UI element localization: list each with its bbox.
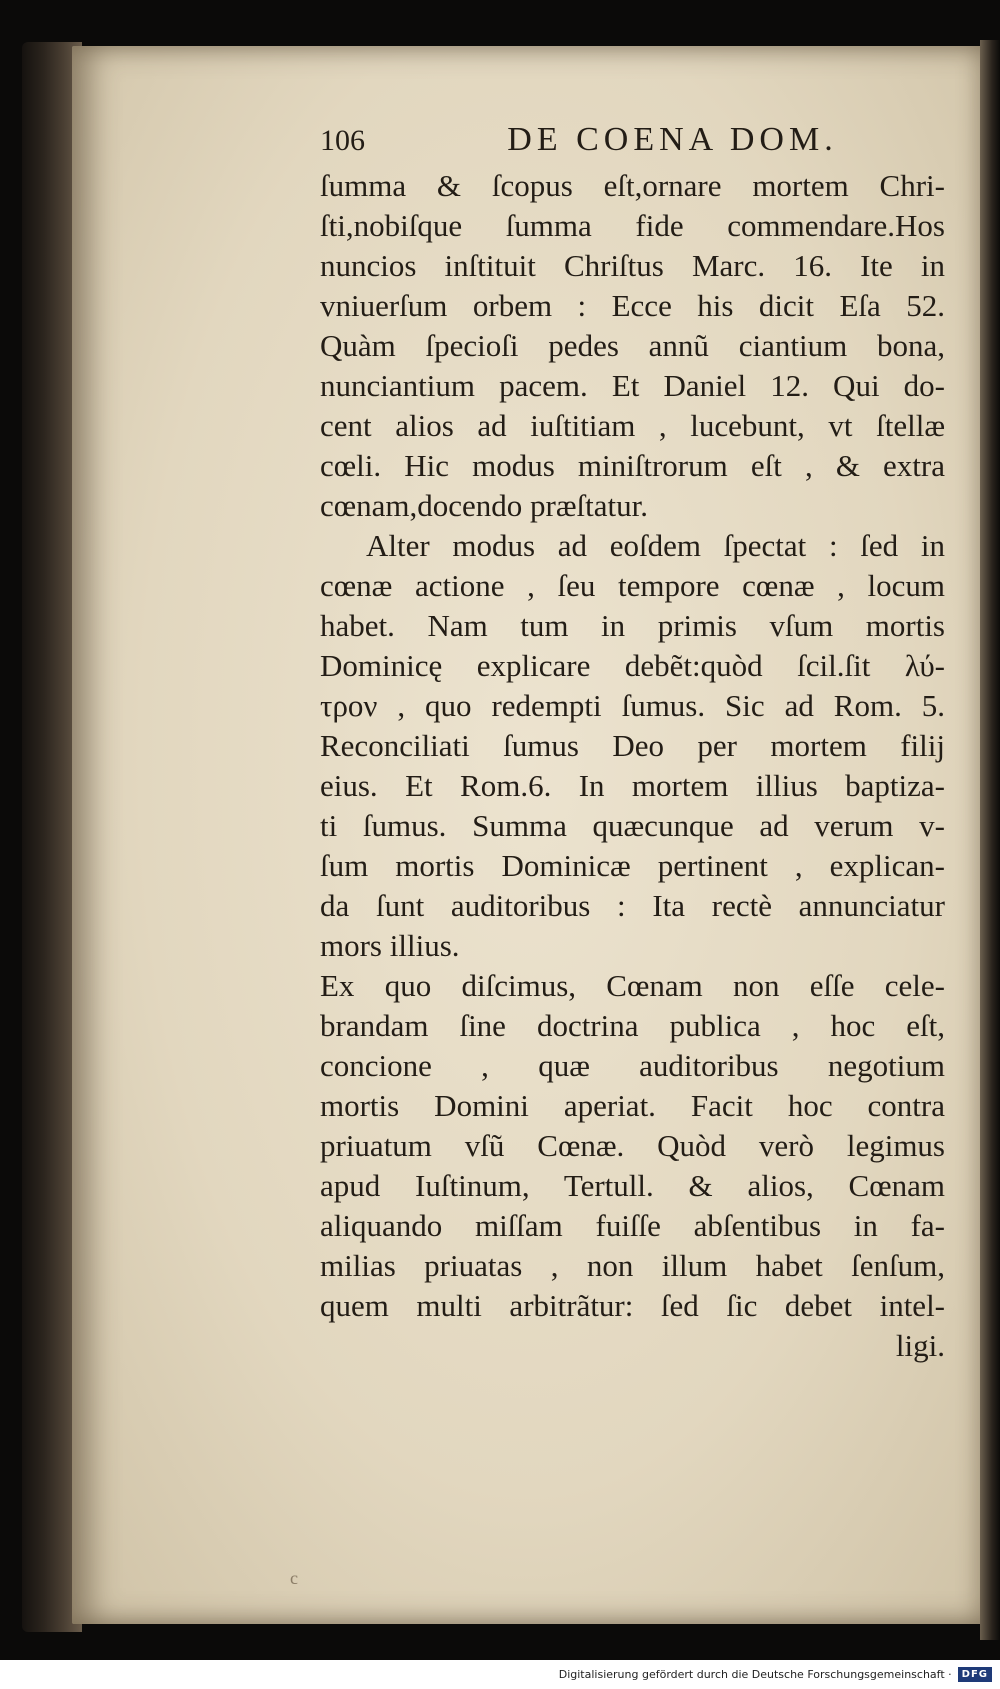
text-line: mors illius.	[320, 928, 460, 963]
text-line: ſumma & ſcopus eſt,ornare mortem Chri-	[320, 168, 945, 203]
text-line: ſum mortis Dominicæ pertinent , explican-	[320, 848, 945, 883]
text-line: eius. Et Rom.6. In mortem illius baptiza-	[320, 768, 945, 803]
text-line: milias priuatas , non illum habet ſenſum,	[320, 1248, 945, 1283]
text-line: Ex quo diſcimus, Cœnam non eſſe cele-	[320, 968, 945, 1003]
text-line: Quàm ſpecioſi pedes annũ ciantium bona,	[320, 328, 945, 363]
book-right-edge	[980, 40, 1000, 1640]
text-line: priuatum vſũ Cœnæ. Quòd verò legimus	[320, 1128, 945, 1163]
text-line: nuncios inſtituit Chriſtus Marc. 16. Ite in	[320, 248, 945, 283]
text-line: brandam ſine doctrina publica , hoc eſt,	[320, 1008, 945, 1043]
text-line: habet. Nam tum in primis vſum mortis	[320, 608, 945, 643]
text-line: Alter modus ad eoſdem ſpectat : ſed in	[366, 528, 945, 563]
text-line: cœnæ actione , ſeu tempore cœnæ , locum	[320, 568, 945, 603]
text-line: nunciantium pacem. Et Daniel 12. Qui do-	[320, 368, 945, 403]
text-line: Reconciliati ſumus Deo per mortem filij	[320, 728, 945, 763]
text-line: quem multi arbitrãtur: ſed ſic debet intel-	[320, 1288, 945, 1323]
footer-credit: Digitalisierung gefördert durch die Deutsche Forschungsgemeinschaft ·	[558, 1668, 952, 1681]
text-line: apud Iuſtinum, Tertull. & alios, Cœnam	[320, 1168, 945, 1203]
text-line: ti ſumus. Summa quæcunque ad verum v-	[320, 808, 945, 843]
text-line: da ſunt auditoribus : Ita rectè annunciatur	[320, 888, 945, 923]
text-line: ligi.	[895, 1328, 945, 1363]
text-line: vniuerſum orbem : Ecce his dicit Eſa 52.	[320, 288, 945, 323]
text-line: ſti,nobiſque ſumma fide commendare.Hos	[320, 208, 945, 243]
text-line: cent alios ad iuſtitiam , lucebunt, vt ſtellæ	[320, 408, 945, 443]
page-text-block	[320, 120, 945, 1366]
text-line: aliquando miſſam fuiſſe abſentibus in fa-	[320, 1208, 945, 1243]
page-header	[320, 120, 945, 164]
page-mark: c	[290, 1568, 298, 1588]
dfg-logo: DFG	[958, 1667, 992, 1682]
digitization-footer	[0, 1660, 1000, 1689]
text-line: cœnam,docendo præſtatur.	[320, 488, 648, 523]
running-head: DE COENA DOM.	[507, 121, 838, 158]
text-line: Dominicę explicare debẽt:quòd ſcil.ſit λύ-	[320, 648, 945, 683]
text-line: τρον , quo redempti ſumus. Sic ad Rom. 5.	[320, 688, 945, 723]
text-lines	[320, 166, 945, 1366]
text-line: mortis Domini aperiat. Facit hoc contra	[320, 1088, 945, 1123]
page-number: 106	[320, 124, 365, 157]
text-line: concione , quæ auditoribus negotium	[320, 1048, 945, 1083]
text-line: cœli. Hic modus miniſtrorum eſt , & extra	[320, 448, 945, 483]
